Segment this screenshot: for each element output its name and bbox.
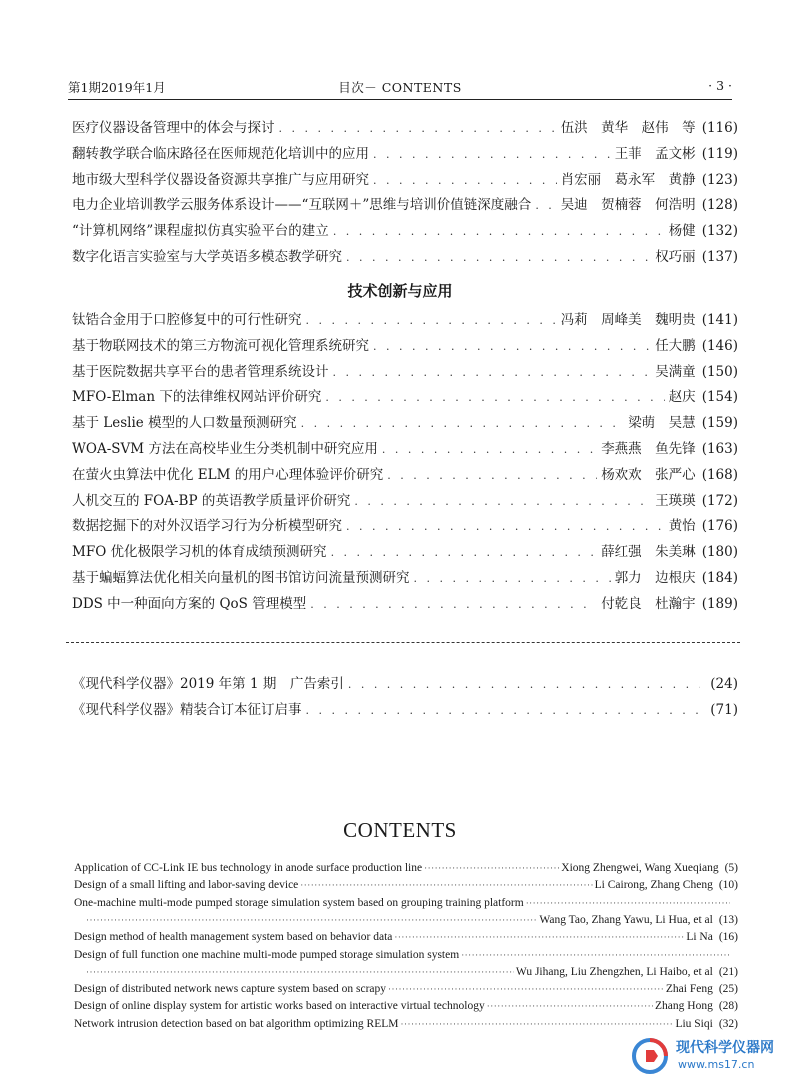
english-contents: [74, 0, 738, 1085]
toc-entry-page: (184): [701, 570, 738, 586]
toc-entry-title: 数据挖掘下的对外汉语学习行为分析模型研究: [72, 518, 342, 535]
toc-entry-title: 医疗仪器设备管理中的体会与探讨: [72, 120, 275, 136]
toc-entry-page: (123): [701, 171, 738, 188]
contents-entry-title: Design method of health management system based on behavior data: [74, 931, 393, 944]
toc-entry-authors: 赵庆: [668, 389, 696, 406]
toc-entry-page: (172): [701, 492, 738, 509]
contents-entry[interactable]: [74, 929, 738, 946]
toc-entry-authors: 伍洪 黄华 赵伟 等: [560, 120, 696, 136]
contents-entry-title: Design of a small lifting and labor-saving device: [74, 879, 299, 892]
toc-entry-title: 基于物联网技术的第三方物流可视化管理系统研究: [72, 337, 369, 354]
contents-entry[interactable]: [74, 1016, 738, 1033]
contents-entry-page: (21): [718, 965, 738, 978]
toc-entry-page: (137): [701, 249, 738, 265]
section-title: 技术创新与应用: [347, 282, 453, 300]
contents-entry[interactable]: [74, 981, 738, 998]
ms-logo-icon: [628, 1034, 672, 1078]
toc-entry-authors: 吴迪 贺楠蓉 何浩明: [560, 197, 696, 214]
contents-entry-authors: Zhai Feng: [665, 983, 713, 996]
contents-entry[interactable]: [74, 947, 738, 964]
toc-entry-title: WOA-SVM 方法在高校毕业生分类机制中研究应用: [72, 441, 378, 457]
toc-entry-page: (132): [701, 223, 738, 240]
contents-entry-page: (16): [718, 931, 738, 944]
contents-entry-authors: Wu Jihang, Liu Zhengzhen, Li Haibo, et al: [515, 965, 713, 978]
contents-entry[interactable]: [74, 964, 738, 981]
toc-entry-page: (128): [701, 197, 738, 214]
toc-entry-authors: 王菲 孟文彬: [614, 145, 696, 162]
toc-entry-title: 地市级大型科学仪器设备资源共享推广与应用研究: [72, 171, 369, 188]
toc-entry-authors: 杨健: [668, 223, 696, 240]
toc-entry-title: 基于蝙蝠算法优化相关向量机的图书馆访问流量预测研究: [72, 570, 410, 586]
toc-entry-page: (168): [701, 466, 738, 483]
toc-entry-title: 翻转教学联合临床路径在医师规范化培训中的应用: [72, 145, 369, 162]
contents-entry-authors: Li Cairong, Zhang Cheng: [594, 879, 713, 892]
contents-entry-authors: Liu Siqi: [675, 1017, 713, 1030]
contents-entry[interactable]: [74, 895, 738, 912]
toc-entry-page: (154): [701, 389, 738, 406]
toc-entry-page: (150): [701, 363, 738, 380]
contents-entry-title: Design of online display system for artistic works based on interactive virtual technology: [74, 1000, 485, 1013]
toc-entry-page: (189): [701, 595, 738, 612]
contents-entry-authors: Xiong Zhengwei, Wang Xueqiang: [561, 862, 719, 874]
contents-entry-title: Network intrusion detection based on bat algorithm optimizing RELM: [74, 1017, 399, 1030]
dot-leader: [300, 877, 592, 894]
toc-entry-title: 《现代科学仪器》2019 年第 1 期 广告索引: [72, 676, 344, 692]
contents-entry-authors: Zhang Hong: [655, 1000, 713, 1013]
toc-entry-authors: 杨欢欢 张严心: [601, 466, 696, 483]
toc-entry-authors: 付乾良 杜瀚宇: [601, 595, 696, 612]
toc-entry-title: 数字化语言实验室与大学英语多模态教学研究: [72, 249, 342, 265]
toc-entry-title: “计算机网络”课程虚拟仿真实验平台的建立: [72, 223, 329, 240]
toc-entry-page: (116): [701, 120, 738, 136]
issue-date: 第1期2019年1月: [68, 80, 166, 95]
dot-leader: [526, 895, 730, 912]
toc-entry-authors: 梁萌 吴慧: [628, 415, 696, 432]
site-logo[interactable]: [628, 1032, 788, 1080]
toc-entry-page: (146): [701, 337, 738, 354]
toc-entry-authors: 冯莉 周峰美 魏明贵: [560, 312, 696, 328]
toc-entry-authors: 黄怡: [668, 518, 696, 535]
contents-entry-title: Design of distributed network news capture system based on scrapy: [74, 983, 387, 996]
toc-entry-authors: 王瑛瑛: [655, 492, 696, 509]
toc-entry-page: (159): [701, 415, 738, 432]
contents-entry[interactable]: [74, 998, 738, 1015]
dot-leader: [388, 981, 664, 998]
dot-leader: [394, 929, 684, 946]
contents-entry-page: (25): [718, 983, 738, 996]
toc-entry-title: 《现代科学仪器》精装合订本征订启事: [72, 702, 302, 718]
toc-entry-title: DDS 中一种面向方案的 QoS 管理模型: [72, 595, 307, 612]
toc-entry-title: MFO-Elman 下的法律维权网站评价研究: [72, 389, 322, 406]
contents-entry-authors: Li Na: [686, 931, 713, 944]
toc-entry-title: 钛锆合金用于口腔修复中的可行性研究: [72, 312, 302, 328]
dot-leader: [461, 947, 730, 964]
contents-entry[interactable]: [74, 877, 738, 894]
header-title: 目次－ CONTENTS: [338, 80, 462, 95]
dot-leader: [424, 860, 559, 877]
toc-entry-title: 在萤火虫算法中优化 ELM 的用户心理体验评价研究: [72, 466, 384, 483]
contents-entry-page: (13): [718, 913, 738, 926]
dot-leader: [487, 998, 653, 1015]
toc-entry-page: (71): [710, 702, 738, 718]
dot-leader: [401, 1016, 674, 1033]
contents-entry-title: Design of full function one machine multi-mode pumped storage simulation system: [74, 948, 460, 961]
toc-entry-page: (180): [701, 544, 738, 561]
toc-entry-title: 基于 Leslie 模型的人口数量预测研究: [72, 415, 297, 432]
toc-entry-page: (176): [701, 518, 738, 535]
page-number: · 3 ·: [708, 78, 732, 93]
contents-entry-page: (32): [718, 1017, 738, 1030]
logo-url: www.ms17.cn: [678, 1058, 755, 1071]
toc-entry-authors: 肖宏丽 葛永军 黄静: [560, 171, 696, 188]
contents-entry-page: (28): [718, 1000, 738, 1013]
toc-entry-title: MFO 优化极限学习机的体育成绩预测研究: [72, 544, 327, 561]
contents-title: CONTENTS: [343, 818, 457, 842]
contents-entry-title: One-machine multi-mode pumped storage simulation system based on grouping training platform: [74, 896, 524, 909]
toc-entry-page: (141): [701, 312, 738, 328]
dot-leader: [86, 912, 537, 929]
contents-entry[interactable]: [74, 912, 738, 929]
toc-entry-title: 电力企业培训教学云服务体系设计——“互联网＋”思维与培训价值链深度融合: [72, 197, 532, 214]
contents-entry-page: (10): [718, 879, 738, 892]
contents-entry-page: (5): [724, 862, 738, 874]
toc-entry-title: 人机交互的 FOA-BP 的英语教学质量评价研究: [72, 492, 351, 509]
logo-name: 现代科学仪器网: [676, 1040, 774, 1056]
toc-entry-authors: 郭力 边根庆: [614, 570, 696, 586]
dot-leader: [86, 964, 514, 981]
toc-entry-authors: 李燕燕 鱼先锋: [601, 441, 696, 457]
toc-entry-authors: 任大鹏: [655, 337, 696, 354]
toc-entry-authors: 吴满童: [655, 363, 696, 380]
toc-entry-title: 基于医院数据共享平台的患者管理系统设计: [72, 363, 329, 380]
toc-entry-page: (163): [701, 441, 738, 457]
contents-entry-authors: Wang Tao, Zhang Yawu, Li Hua, et al: [539, 913, 713, 926]
toc-entry-page: (24): [710, 676, 738, 692]
contents-entry-title: Application of CC-Link IE bus technology in anode surface production line: [74, 862, 423, 874]
toc-entry-page: (119): [701, 145, 738, 162]
toc-entry-authors: 权巧丽: [655, 249, 696, 265]
toc-entry-authors: 薛红强 朱美琳: [601, 544, 696, 561]
contents-entry[interactable]: [74, 860, 738, 877]
